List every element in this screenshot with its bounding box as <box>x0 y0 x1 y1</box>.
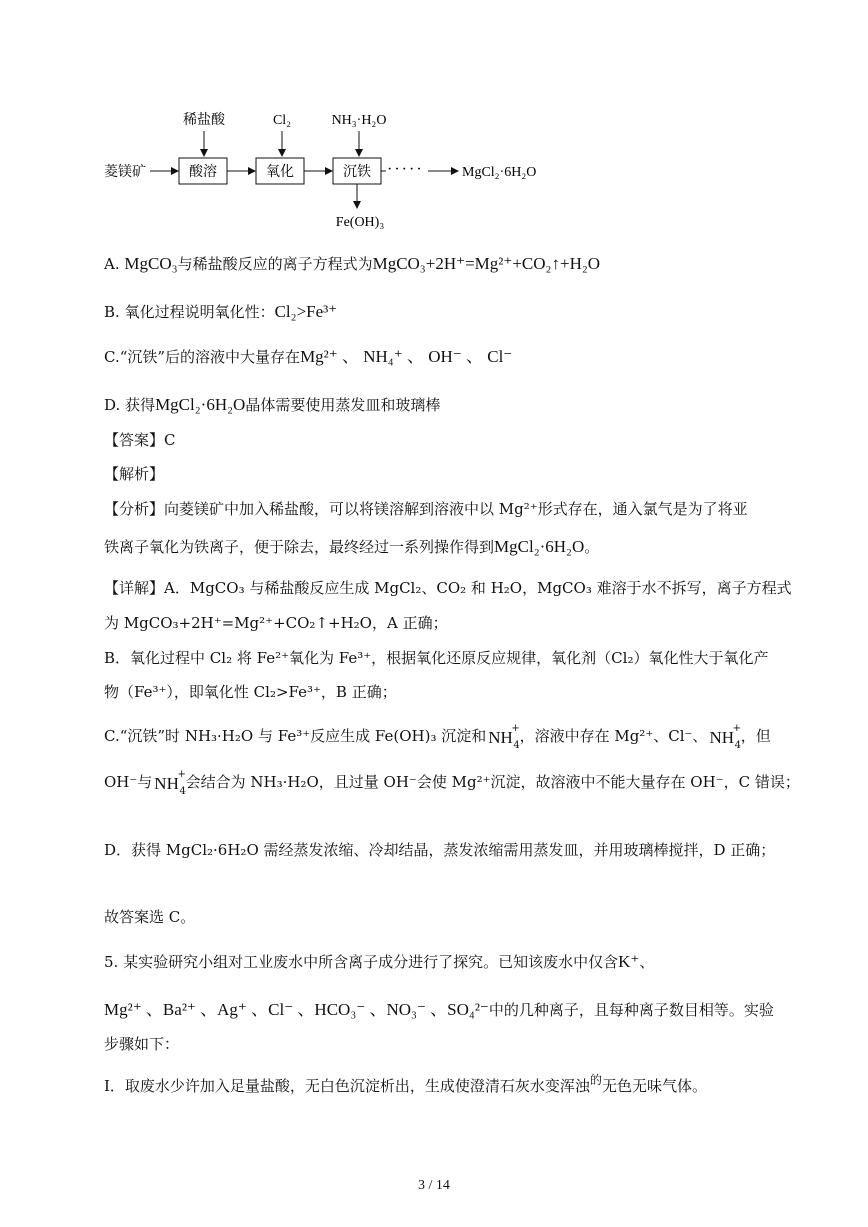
q5-line1-end: 、 <box>639 953 655 971</box>
analysis-p2b: 为 MgCO₃+2H⁺=Mg²⁺+CO₂↑+H₂O，A 正确； <box>104 614 448 632</box>
option-d-species: MgCl₂·6H₂O <box>155 395 246 414</box>
option-d-label: D. <box>104 396 121 414</box>
page-number: 3 / 14 <box>418 1178 450 1193</box>
option-a-text: 与稀盐酸反应的离子方程式为 <box>177 255 373 273</box>
analysis-p1b-formula: MgCl₂·6H₂O <box>494 537 585 556</box>
flow-reagent-cl2: Cl₂ <box>272 113 292 128</box>
q5-ion-list: Mg²⁺ 、Ba²⁺ 、Ag⁺ 、Cl⁻ 、HCO₃⁻ 、NO₃⁻ 、SO₄²⁻ <box>104 1000 489 1019</box>
analysis-p1b-end: 。 <box>584 538 600 556</box>
flow-product: MgCl₂·6H₂O <box>462 165 537 180</box>
analysis-p1b <box>104 537 599 557</box>
flow-box-oxidize-label: 氧化 <box>266 164 294 180</box>
analysis-p6: 故答案选 C。 <box>104 908 196 926</box>
option-a-equation: MgCO₃+2H⁺=Mg²⁺+CO₂↑+H₂O <box>372 254 601 273</box>
analysis-p3b: 物（Fe³⁺），即氧化性 Cl₂>Fe³⁺，B 正确； <box>104 683 397 701</box>
nh4-ion: NH + 4 <box>488 722 520 751</box>
q5-step1-a: I．取废水少许加入足量盐酸，无白色沉淀析出，生成使澄清石灰水变浑浊 <box>104 1077 590 1095</box>
q5-line1-text: 5. 某实验研究小组对工业废水中所含离子成分进行了探究。已知该废水中仅含 <box>104 953 619 971</box>
option-b-text: 氧化过程说明氧化性： <box>124 303 275 321</box>
nh4-ion: NH + 4 <box>709 722 741 751</box>
q5-line2-end: 中的几种离子，且每种离子数目相等。实验 <box>488 1001 774 1019</box>
flow-start: 菱镁矿 <box>104 164 146 180</box>
nh4-ion: NH + 4 <box>154 768 186 797</box>
option-b <box>104 302 337 322</box>
analysis-p4b-pre: OH⁻与 <box>104 773 153 791</box>
flow-reagent-hcl: 稀盐酸 <box>183 112 225 128</box>
option-c <box>104 347 512 367</box>
option-b-label: B. <box>104 303 120 321</box>
analysis-p4a-end: ，但 <box>740 727 771 745</box>
analysis-p4a-mid: ，溶液中存在 Mg²⁺、Cl⁻、 <box>519 727 708 745</box>
option-d <box>104 395 440 415</box>
q5-line2 <box>104 1000 774 1020</box>
analysis-p1b-text: 铁离子氧化为铁离子，便于除去，最终经过一系列操作得到 <box>104 538 495 556</box>
option-a-species: MgCO₃ <box>124 254 178 273</box>
process-flowchart <box>0 0 868 240</box>
q5-step1 <box>104 1073 707 1097</box>
flow-box-iron-label: 沉铁 <box>343 164 371 180</box>
answer-line: 【答案】C <box>104 431 176 449</box>
flow-box-acid-label: 酸溶 <box>189 164 217 180</box>
option-a <box>104 254 600 274</box>
option-c-text: “沉铁”后的溶液中大量存在 <box>119 348 301 366</box>
analysis-p4b <box>104 768 800 797</box>
analysis-p2a: 【详解】A．MgCO₃ 与稀盐酸反应生成 MgCl₂、CO₂ 和 H₂O，MgCO₃ 难溶于水不拆写，离子方程式 <box>104 579 792 597</box>
analysis-p4a-text: C.“沉铁”时 NH₃·H₂O 与 Fe³⁺反应生成 Fe(OH)₃ 沉淀和 <box>104 727 487 745</box>
q5-line3: 步骤如下： <box>104 1035 180 1053</box>
analysis-p4a <box>104 722 771 751</box>
analysis-p5: D．获得 MgCl₂·6H₂O 需经蒸发浓缩、冷却结晶，蒸发浓缩需用蒸发皿，并用玻璃棒搅拌，D 正确； <box>104 841 776 859</box>
option-a-label: A. <box>104 255 120 273</box>
analysis-p3a: B．氧化过程中 Cl₂ 将 Fe²⁺氧化为 Fe³⁺，根据氧化还原反应规律，氧化剂（Cl₂）氧化性大于氧化产 <box>104 649 769 667</box>
q5-step1-de: 的 <box>589 1073 602 1087</box>
q5-step1-b: 无色无味气体。 <box>601 1077 707 1095</box>
flow-dots: ····· <box>387 161 424 178</box>
flow-byproduct: Fe(OH)₃ <box>335 215 385 230</box>
option-c-label: C. <box>104 348 120 366</box>
analysis-p1a: 【分析】向菱镁矿中加入稀盐酸，可以将镁溶解到溶液中以 Mg²⁺形式存在，通入氯气是为了将亚 <box>104 500 748 518</box>
option-c-ions: Mg²⁺ 、 NH₄⁺ 、 OH⁻ 、 Cl⁻ <box>300 347 513 366</box>
q5-line1 <box>104 952 654 972</box>
option-d-pre: 获得 <box>125 396 156 414</box>
q5-ion-k: K⁺ <box>618 952 640 971</box>
analysis-p4b-post: 会结合为 NH₃·H₂O，且过量 OH⁻会使 Mg²⁺沉淀，故溶液中不能大量存在 OH⁻，C 错误； <box>185 773 800 791</box>
analysis-heading: 【解析】 <box>104 465 165 483</box>
flow-reagent-nh3: NH₃·H₂O <box>331 113 387 128</box>
option-d-post: 晶体需要使用蒸发皿和玻璃棒 <box>245 396 441 414</box>
option-b-expr: Cl₂>Fe³⁺ <box>274 302 338 321</box>
